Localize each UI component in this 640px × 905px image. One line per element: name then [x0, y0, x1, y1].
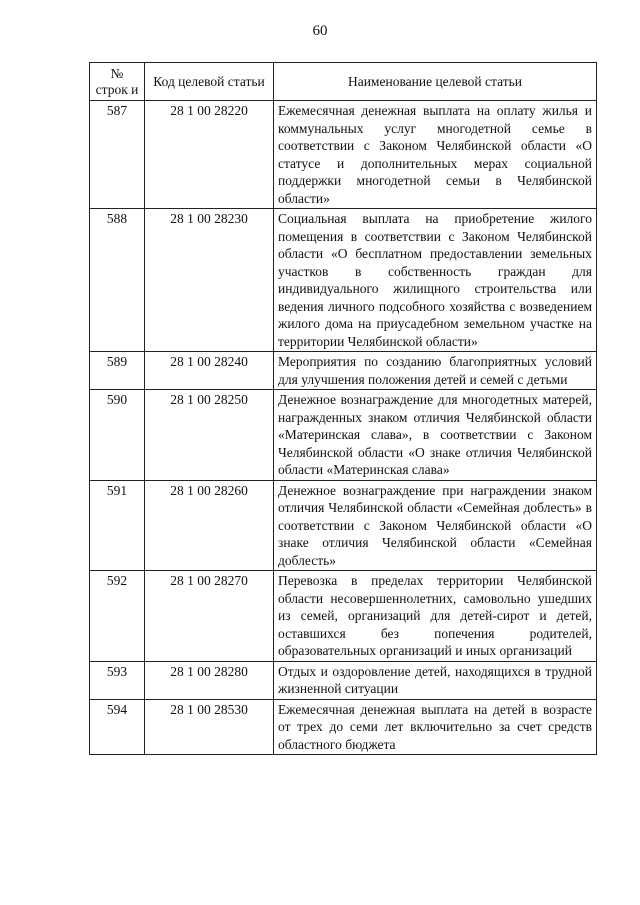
article-code: 28 1 00 28230	[145, 209, 274, 352]
article-code: 28 1 00 28250	[145, 390, 274, 481]
table-body	[90, 101, 597, 755]
table-row	[90, 661, 597, 699]
header-row-number: № строк и	[90, 63, 145, 101]
table-header	[90, 63, 597, 101]
table-row	[90, 571, 597, 662]
article-name: Денежное вознаграждение для многодетных матерей, награжденных знаком отличия Челябинской области «Материнская слава», в соответствии с Законом Челябинской области «О знаке отличия Челябинской области «Материнская слава»	[274, 390, 597, 481]
page-number: 60	[312, 23, 328, 39]
article-name: Отдых и оздоровление детей, находящихся в трудной жизненной ситуации	[274, 661, 597, 699]
table-row	[90, 352, 597, 390]
row-number: 591	[90, 480, 145, 571]
table-row	[90, 480, 597, 571]
target-articles-table	[89, 62, 597, 755]
table-row	[90, 209, 597, 352]
article-code: 28 1 00 28260	[145, 480, 274, 571]
article-name: Мероприятия по созданию благоприятных условий для улучшения положения детей и семей с детьми	[274, 352, 597, 390]
table-row	[90, 101, 597, 209]
article-code: 28 1 00 28280	[145, 661, 274, 699]
article-code: 28 1 00 28240	[145, 352, 274, 390]
row-number: 588	[90, 209, 145, 352]
article-code: 28 1 00 28270	[145, 571, 274, 662]
row-number: 590	[90, 390, 145, 481]
row-number: 587	[90, 101, 145, 209]
table-row	[90, 699, 597, 755]
article-name: Ежемесячная денежная выплата на оплату жилья и коммунальных услуг многодетной семье в соответствии с Законом Челябинской области «О статусе и дополнительных мерах социальной поддержки многодетной семьи в Челябинской области»	[274, 101, 597, 209]
article-code: 28 1 00 28220	[145, 101, 274, 209]
row-number: 593	[90, 661, 145, 699]
article-code: 28 1 00 28530	[145, 699, 274, 755]
row-number: 594	[90, 699, 145, 755]
header-article-name: Наименование целевой статьи	[274, 63, 597, 101]
article-name: Социальная выплата на приобретение жилого помещения в соответствии с Законом Челябинской области «О бесплатном предоставлении земельных участков в собственность граждан для индивидуального жилищного строительства или ведения личного подсобного хозяйства с возведением жилого дома на приусадебном земельном участке на территории Челябинской области»	[274, 209, 597, 352]
row-number: 592	[90, 571, 145, 662]
row-number: 589	[90, 352, 145, 390]
article-name: Денежное вознаграждение при награждении знаком отличия Челябинской области «Семейная доблесть» в соответствии с Законом Челябинской области «О знаке отличия Челябинской области «Семейная доблесть»	[274, 480, 597, 571]
header-row	[90, 63, 597, 101]
header-article-code: Код целевой статьи	[145, 63, 274, 101]
table-row	[90, 390, 597, 481]
article-name: Перевозка в пределах территории Челябинской области несовершеннолетних, самовольно ушедших из семей, организаций для детей-сирот и детей, оставшихся без попечения родителей, образовательных организаций и иных организаций	[274, 571, 597, 662]
article-name: Ежемесячная денежная выплата на детей в возрасте от трех до семи лет включительно за счет средств областного бюджета	[274, 699, 597, 755]
